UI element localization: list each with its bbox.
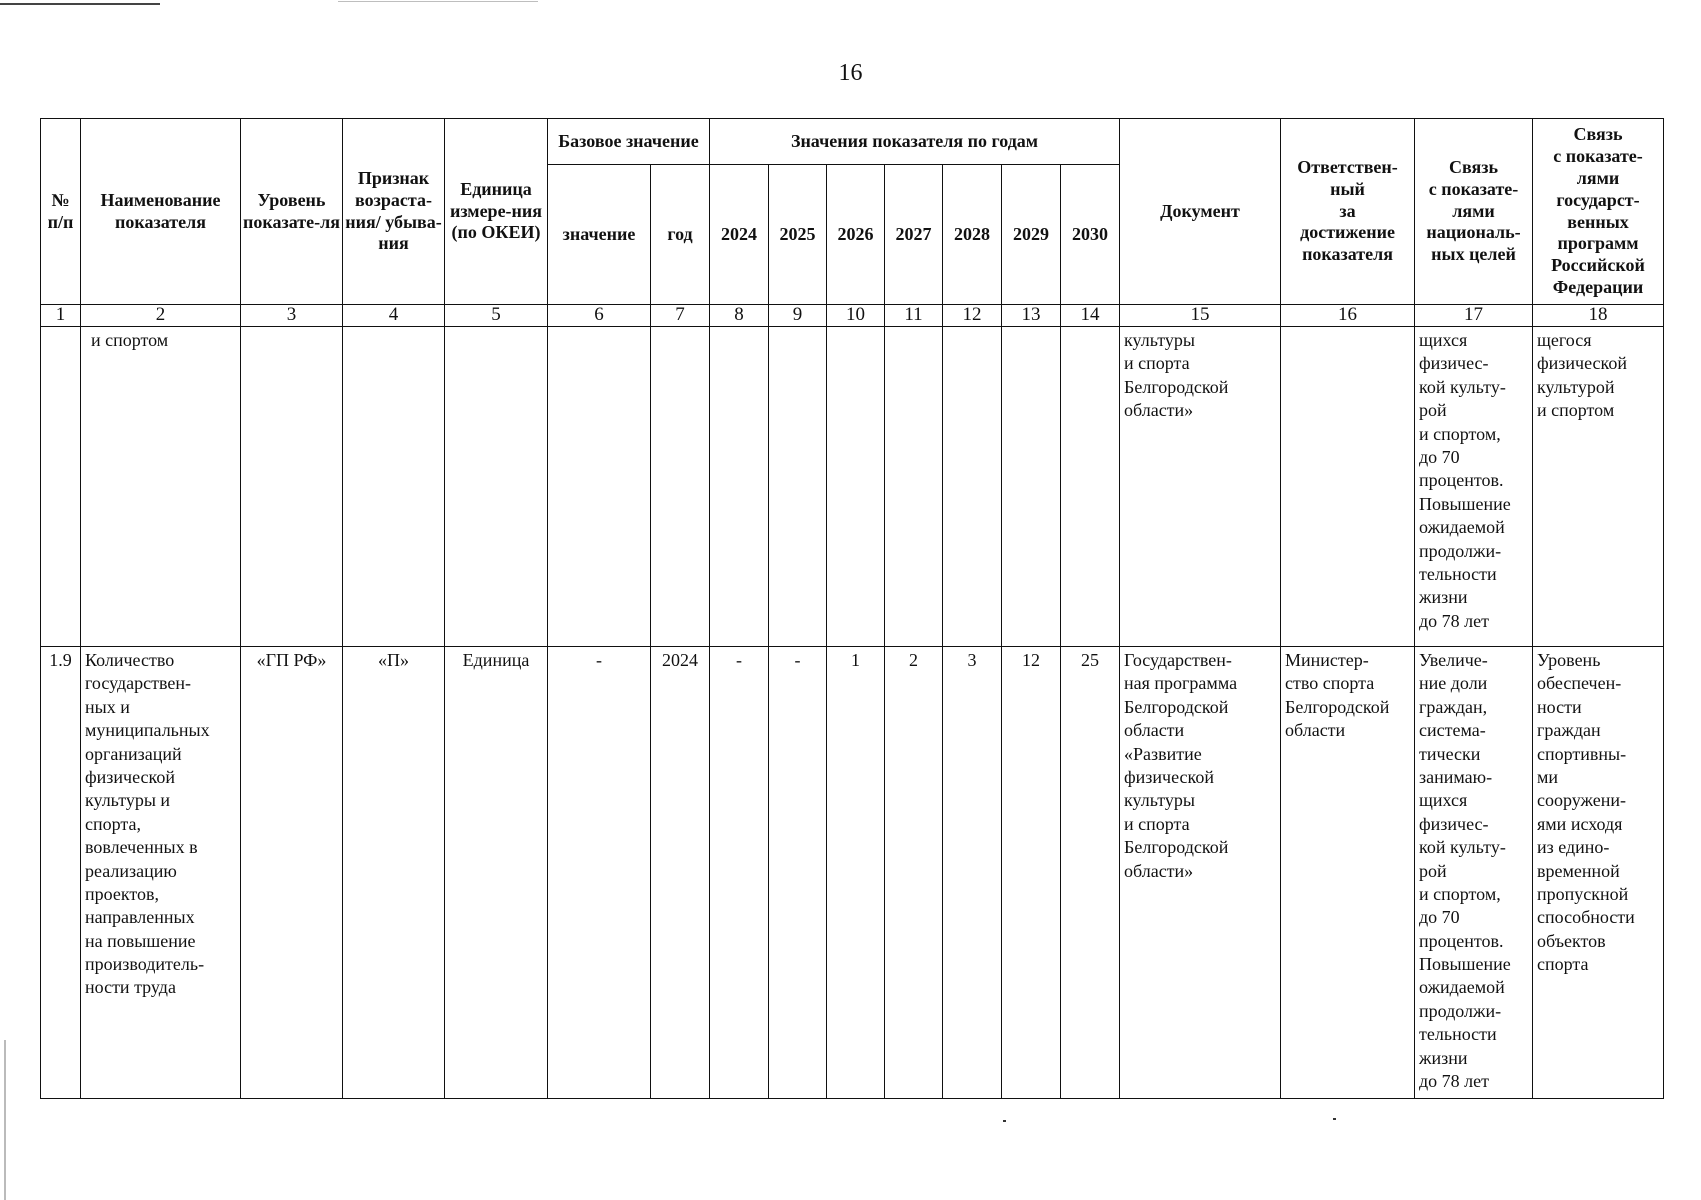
scan-artifact-line (0, 3, 160, 5)
column-number: 11 (885, 305, 943, 327)
header-national-goals: Связь с показате-лями националь-ных целей (1415, 119, 1533, 305)
cell-num: 1.9 (41, 647, 81, 1099)
cell-year-value: 1 (827, 647, 885, 1099)
column-number: 3 (241, 305, 343, 327)
header-year: 2027 (885, 165, 943, 305)
cell-unit (445, 327, 548, 647)
cell-unit: Единица (445, 647, 548, 1099)
header-base-value: значение (548, 165, 651, 305)
header-unit: Единица измере-ния (по ОКЕИ) (445, 119, 548, 305)
cell-year-value (710, 327, 769, 647)
cell-num (41, 327, 81, 647)
column-number: 2 (81, 305, 241, 327)
cell-name: и спортом (81, 327, 241, 647)
column-number: 12 (943, 305, 1002, 327)
cell-level (241, 327, 343, 647)
column-number: 16 (1281, 305, 1415, 327)
column-number-row (41, 305, 1664, 327)
cell-name: Количество государствен- ных и муниципальных организаций физической культуры и спорта, вовлеченных в реализацию проектов, направленных на повышение производитель- ности труда (81, 647, 241, 1099)
header-year: 2024 (710, 165, 769, 305)
column-number: 7 (651, 305, 710, 327)
column-number: 6 (548, 305, 651, 327)
scan-speck (1333, 1118, 1336, 1120)
header-year: 2025 (769, 165, 827, 305)
column-number: 15 (1120, 305, 1281, 327)
cell-year-value: 3 (943, 647, 1002, 1099)
header-state-programs: Связь с показате-лями государст-венных программ Российской Федерации (1533, 119, 1664, 305)
page-number: 16 (838, 60, 863, 86)
column-number: 13 (1002, 305, 1061, 327)
header-base-group: Базовое значение (548, 119, 710, 165)
column-number: 9 (769, 305, 827, 327)
cell-year-value (1061, 327, 1120, 647)
cell-base-value: - (548, 647, 651, 1099)
cell-responsible: Министер- ство спорта Белгородской области (1281, 647, 1415, 1099)
scan-artifact-line (338, 1, 538, 2)
cell-level: «ГП РФ» (241, 647, 343, 1099)
cell-year-value (769, 327, 827, 647)
column-number: 8 (710, 305, 769, 327)
header-year: 2028 (943, 165, 1002, 305)
cell-state-programs: Уровень обеспечен- ности граждан спортивны- ми сооружени- ями исходя из едино- временной пропускной способности объектов спорта (1533, 647, 1664, 1099)
cell-year-value: 2 (885, 647, 943, 1099)
header-document: Документ (1120, 119, 1281, 305)
header-row-top (41, 119, 1664, 165)
header-year: 2029 (1002, 165, 1061, 305)
cell-state-programs: щегося физической культурой и спортом (1533, 327, 1664, 647)
column-number: 1 (41, 305, 81, 327)
table-row (41, 647, 1664, 1099)
header-responsible: Ответствен-ный за достижение показателя (1281, 119, 1415, 305)
cell-national-goals: Увеличе- ние доли граждан, система- тически занимаю- щихся физичес- кой культу- рой и спортом, до 70 процентов. Повышение ожидаемой продолжи- тельности жизни до 78 лет (1415, 647, 1533, 1099)
cell-document: культуры и спорта Белгородской области» (1120, 327, 1281, 647)
header-level: Уровень показате-ля (241, 119, 343, 305)
scan-artifact-edge (4, 1040, 6, 1200)
cell-base-value (548, 327, 651, 647)
cell-year-value: 12 (1002, 647, 1061, 1099)
cell-year-value (943, 327, 1002, 647)
cell-sign: «П» (343, 647, 445, 1099)
indicators-table (40, 118, 1664, 1099)
cell-year-value: - (710, 647, 769, 1099)
cell-year-value (1002, 327, 1061, 647)
column-number: 10 (827, 305, 885, 327)
cell-responsible (1281, 327, 1415, 647)
cell-year-value: 25 (1061, 647, 1120, 1099)
cell-year-value (827, 327, 885, 647)
cell-national-goals: щихся физичес- кой культу- рой и спортом, до 70 процентов. Повышение ожидаемой продолжи- тельности жизни до 78 лет (1415, 327, 1533, 647)
scan-speck (1003, 1120, 1006, 1122)
column-number: 5 (445, 305, 548, 327)
table-row (41, 327, 1664, 647)
header-num: № п/п (41, 119, 81, 305)
header-year: 2026 (827, 165, 885, 305)
cell-sign (343, 327, 445, 647)
header-years-group: Значения показателя по годам (710, 119, 1120, 165)
header-sign: Признак возраста-ния/ убыва-ния (343, 119, 445, 305)
cell-year-value: - (769, 647, 827, 1099)
header-name: Наименование показателя (81, 119, 241, 305)
cell-base-year (651, 327, 710, 647)
column-number: 18 (1533, 305, 1664, 327)
header-base-year: год (651, 165, 710, 305)
cell-year-value (885, 327, 943, 647)
column-number: 4 (343, 305, 445, 327)
cell-base-year: 2024 (651, 647, 710, 1099)
cell-document: Государствен- ная программа Белгородской области «Развитие физической культуры и спорта Белгородской области» (1120, 647, 1281, 1099)
column-number: 17 (1415, 305, 1533, 327)
column-number: 14 (1061, 305, 1120, 327)
header-year: 2030 (1061, 165, 1120, 305)
